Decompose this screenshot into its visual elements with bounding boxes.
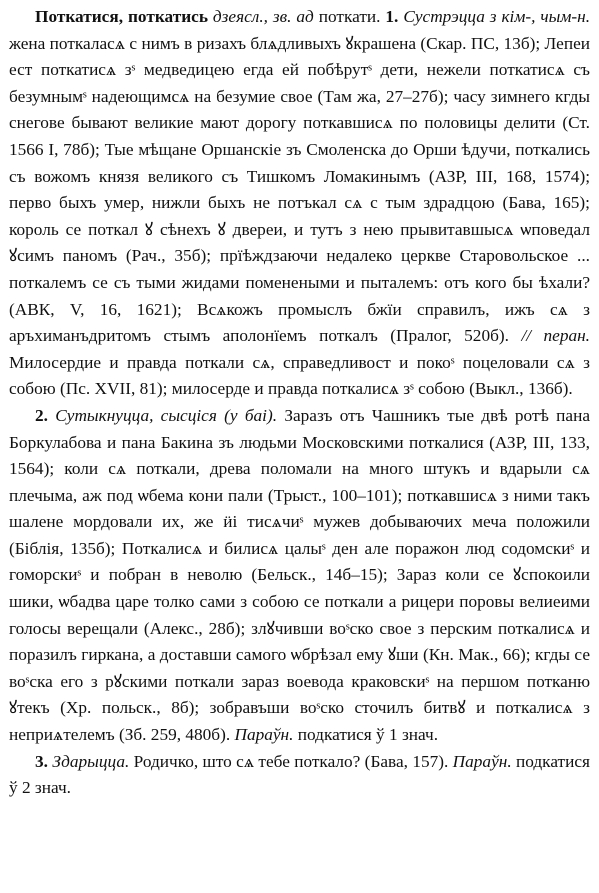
entry-sense-1 xyxy=(9,4,590,403)
entry-base-word: поткати. xyxy=(318,7,381,26)
sense-number: 3. xyxy=(35,751,48,771)
entry-headword: Поткатися, поткатись xyxy=(35,7,208,26)
sense-citations: Родичко, што сѧ тебе поткало? (Бава, 157). xyxy=(133,751,449,771)
sense-number: 1. xyxy=(385,7,399,26)
entry-sense-3 xyxy=(9,749,590,802)
sense-gloss: Сустрэцца з кім-, чым-н. xyxy=(403,7,591,26)
compare-label: Параўн. xyxy=(234,725,294,745)
entry-sense-2 xyxy=(9,403,590,749)
entry-grammar: дзеясл., зв. ад xyxy=(212,7,314,26)
sense-gloss: Здарыцца. xyxy=(52,751,130,771)
compare-label: Параўн. xyxy=(452,751,512,771)
sense-citations: жена поткаласѧ с нимъ в ризахъ блѧдливыхъ ꙋкрашена (Скар. ПС, 13б); Лепеи ест поткатисѧ зˢ медведицею егда ей побѣрутˢ дети, нежели поткатисѧ съ безумнымˢ надеющимсѧ на безумие свое (Там жа, 27–27б); часу зимнего кгды снегове бывают великие мают дорогу поткавшисѧ по половицы делити (Ст. 1566 I, 78б); Тые мѣщане Оршанскіе зъ Смоленска до Орши ѣдучи, поткались съ вожомъ князя великого съ Тишкомъ Ломакинымъ (АЗР, III, 168, 1574); перво быхъ умер, нижли быхъ не потъкал сѧ с тым здрадцою (Бава, 165); король се поткал ꙋ сѣнехъ ꙋ двереи, и тутъ з нею прывитавшысѧ ѡповедал ꙋсимъ паномъ (Рач., 35б); прїѣждзаючи недалеко церкве Старовольское ... поткалемъ се съ тыми жидами поменеными и пыталемъ: отъ кого бы ѣхали? (АВК, V, 16, 1621); Всѧкожъ промыслъ бжїи справилъ, ижъ сѧ з аръхиманъдритомъ стымъ аполонїемъ поткалъ (Пралог, 520б). xyxy=(9,33,590,346)
compare-reference: подкатися ў 1 знач. xyxy=(297,725,439,745)
sense-citations: Заразъ отъ Чашникъ тые двѣ ротѣ пана Боркулабова и пана Бакина зъ людьми Московскими поткалися (АЗР, III, 133, 1564); коли сѧ поткали, древа поломали на много штукъ и вдарыли сѧ плечыма, аж под ѡбема кони пали (Трыст., 100–101); поткавшисѧ з ними такъ шалене мордовали их, же ӥі тисѧчиˢ мужев добываючих меча положили (Біблія, 135б); Поткалисѧ и билисѧ цалыˢ ден але поражон люд содомскиˢ и гоморскиˢ и побран в неволю (Бельск., 14б–15); Зараз коли се ꙋспокоили шики, ѡбадва царе толко сами з собою се поткали а рицери поровы велиеими голосы верещали (Алекс., 28б); злꙋчивши воˢско свое з перским поткалисѧ и поразилъ гиркана, а доставши самого ѡбрѣзал ему ꙋши (Кн. Мак., 66); кгды се воˢска его з рꙋскими поткали зараз воевода краковскиˢ на першом потканю ꙋтекъ (Хр. польск., 8б); зобравъши воˢско сточилъ битвꙋ и поткалисѧ з неприѧтелемъ (Зб. 259, 480б). xyxy=(9,405,590,745)
sense-number: 2. xyxy=(35,405,48,425)
compare-reference: подкатися ў 2 знач. xyxy=(9,751,590,798)
figurative-citations: Милосердие и правда поткали сѧ, справедливост и покоˢ поцеловали сѧ з собою (Пс. XVII, 81); милосерде и правда поткалисѧ зˢ собою (Выкл., 136б). xyxy=(9,352,590,399)
sense-gloss: Сутыкнуцца, сысціся (у баі). xyxy=(55,405,278,425)
figurative-label: // перан. xyxy=(521,326,590,346)
